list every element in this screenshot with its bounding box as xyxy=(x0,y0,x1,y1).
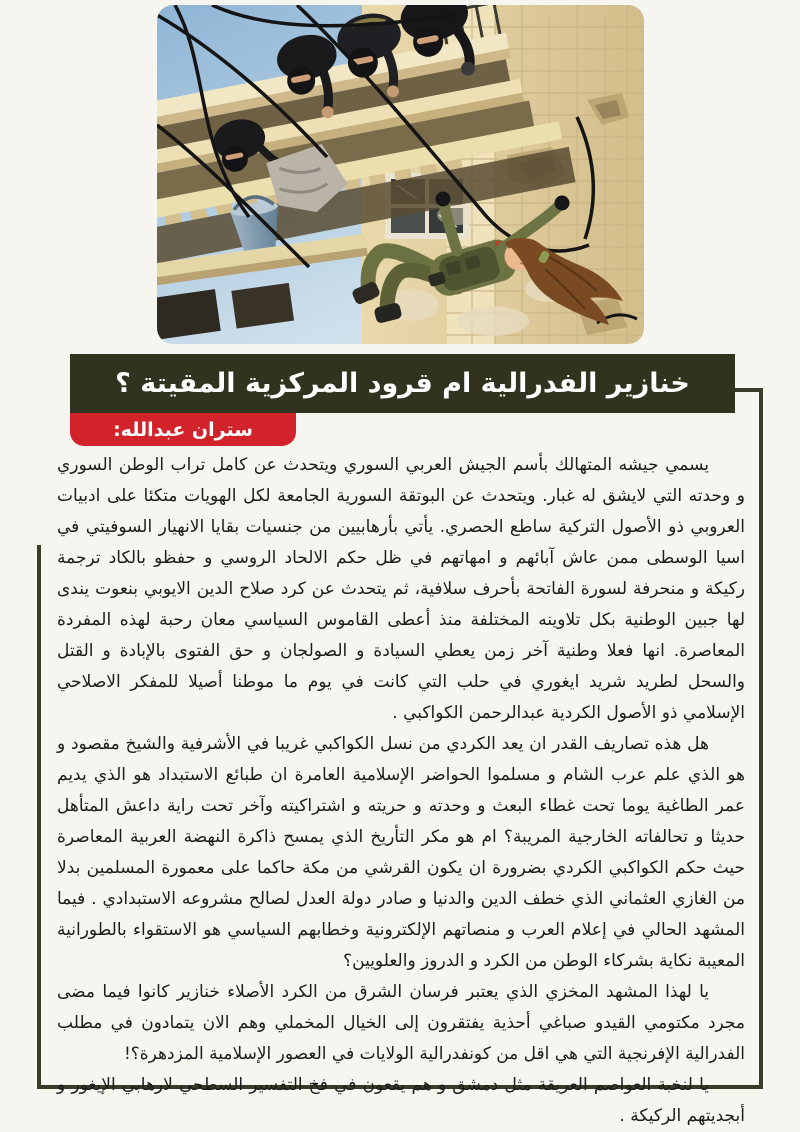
article-title-bar xyxy=(70,354,735,413)
article-title: خنازير الفدرالية ام قرود المركزية المقيتة ؟ xyxy=(115,368,690,399)
frame-left-line xyxy=(37,545,41,1089)
article-body xyxy=(57,450,745,1132)
frame-right-line xyxy=(759,388,763,1089)
article-paragraph: يسمي جيشه المتهالك بأسم الجيش العربي السوري ويتحدث عن كامل تراب الوطن السوري و وحدته التي لايشق له غبار. ويتحدث عن البوتقة السورية الجامعة لكل الهويات متكئا على ادبيات العروبي ذو الأصول التركية ساطع الحصري. يأتي بأرهابيين من جنسيات بقايا الانهيار السوفيتي في اسيا الوسطى ممن عاش آبائهم و امهاتهم في ظل حكم الالحاد الروسي و حفظو بالكاد ترجمة ركيكة و منحرفة لسورة الفاتحة بأحرف سلافية، ثم يتحدث عن كرد صلاح الدين الايوبي بنعوت يندى لها جبين الوطنية بكل تلاوينه المختلفة منذ أعطى القاموس السياسي معان رحبة لهذه المفردة المعاصرة. انها فعلا وطنية آخر زمن يعطي السيادة و الصولجان و حق الفتوى بالإبادة و القتل والسحل لطريد شريد ايغوري في حلب التي كانت في يوم ما موطنا أصيلا للمفكر الاصلاحي الإسلامي ذو الأصول الكردية عبدالرحمن الكواكبي . xyxy=(57,455,745,723)
article-paragraph: هل هذه تصاريف القدر ان يعد الكردي من نسل الكواكبي غريبا في الأشرفية والشيخ مقصود و هو الذي علم عرب الشام و مسلموا الحواضر الإسلامية العامرة ان طبائع الاستبداد هو الذي يديم عمر الطاغية يوما تحت غطاء البعث و وحدته و حريته و اشتراكيته وآخر تحت راية داعش المتأهل حديثا و تحالفاته الخارجية المريبة؟ ام هو مكر التأريخ الذي يمسح ذاكرة النهضة العربية المعاصرة حيث حكم الكواكبي الكردي بضرورة ان يكون القرشي من مكة حاكما على معمورة المسلمين بدلا من الغازي العثماني الذي خطف الدين والدنيا و صادر دولة العدل لصالح مشروعه الاستبدادي . فيما المشهد الحالي في إعلام العرب و منصاتهم الإلكترونية وخطابهم السياسي هو الاستقواء بالطورانية المعيبة نكاية بشركاء الوطن من الكرد و الدروز والعلويين؟ xyxy=(57,734,745,971)
author-name: ستران عبدالله: xyxy=(113,418,253,441)
article-paragraph: يا لهذا المشهد المخزي الذي يعتبر فرسان الشرق من الكرد الأصلاء خنازير كانوا فيما مضى مجرد مكتومي القيدو صباغي أحذية يفتقرون إلى الخيال المخملي وهم الان يتمادون في مطلب الفدرالية الإفرنجية التي هي اقل من كونفدرالية الولايات في العصور الإسلامية المزدهرة؟! xyxy=(57,982,745,1064)
article-illustration xyxy=(157,5,644,344)
article-paragraph: يا لنخبة العواصم العريقة مثل دمشق و هم يقعون في فخ التفسير السطحي لارهابي الإيغور و أبجديتهم الركيكة . xyxy=(57,1075,745,1126)
author-byline-badge xyxy=(70,413,296,446)
illustration-canvas xyxy=(157,5,644,344)
